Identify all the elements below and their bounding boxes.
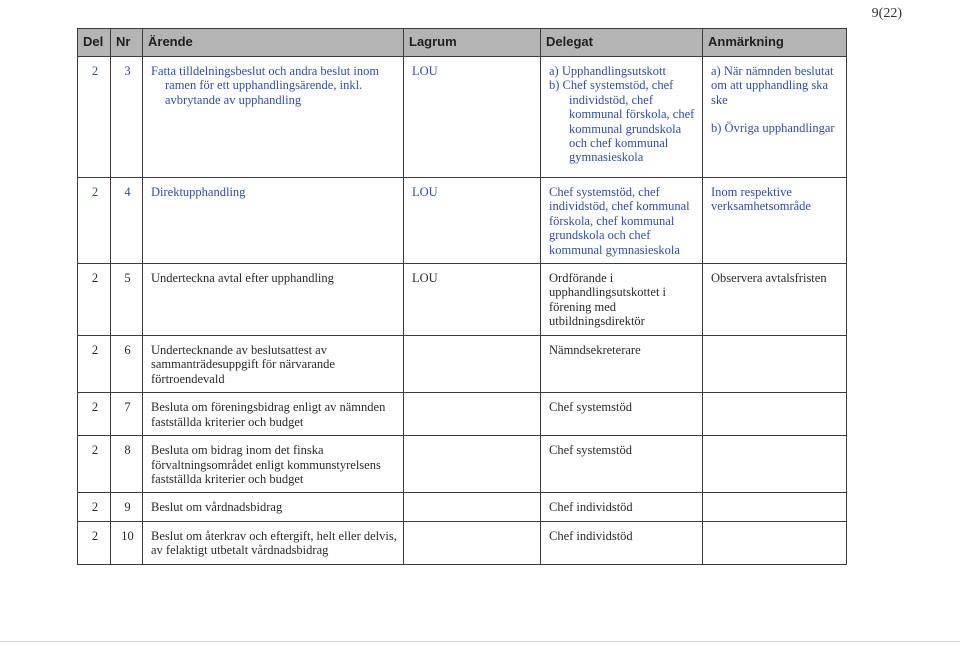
cell-lagrum	[404, 521, 541, 564]
cell-del: 2	[78, 264, 111, 336]
cell-nr: 8	[111, 436, 143, 493]
header-nr: Nr	[111, 29, 143, 57]
cell-del: 2	[78, 336, 111, 393]
cell-del: 2	[78, 178, 111, 264]
cell-delegat: Nämndsekreterare	[541, 336, 703, 393]
cell-delegat: Ordförande i upphandlingsutskottet i förening med utbildningsdirektör	[541, 264, 703, 336]
cell-delegat: Chef systemstöd	[541, 393, 703, 436]
cell-arende	[143, 57, 404, 178]
table-row	[78, 178, 847, 264]
cell-del: 2	[78, 393, 111, 436]
page-number: 9(22)	[871, 6, 902, 21]
cell-del: 2	[78, 493, 111, 521]
cell-del: 2	[78, 57, 111, 178]
cell-lagrum	[404, 493, 541, 521]
header-del: Del	[78, 29, 111, 57]
cell-nr: 6	[111, 336, 143, 393]
anmarkning-a: a) När nämnden beslutat om att upphandling ska ske	[711, 64, 834, 107]
cell-arende: Besluta om föreningsbidrag enligt av nämnden fastställda kriterier och budget	[143, 393, 404, 436]
delegation-table	[77, 28, 847, 565]
cell-nr: 4	[111, 178, 143, 264]
cell-arende: Direktupphandling	[143, 178, 404, 264]
cell-nr: 9	[111, 493, 143, 521]
cell-anmarkning	[703, 521, 847, 564]
cell-anmarkning	[703, 436, 847, 493]
cell-delegat: Chef individstöd	[541, 521, 703, 564]
table-row	[78, 493, 847, 521]
table-row	[78, 521, 847, 564]
cell-del: 2	[78, 436, 111, 493]
header-anmarkning: Anmärkning	[703, 29, 847, 57]
cell-lagrum	[404, 393, 541, 436]
cell-nr: 3	[111, 57, 143, 178]
cell-anmarkning: Inom respektive verksamhetsområde	[703, 178, 847, 264]
cell-anmarkning	[703, 393, 847, 436]
header-lagrum: Lagrum	[404, 29, 541, 57]
cell-arende: Underteckna avtal efter upphandling	[143, 264, 404, 336]
delegat-option-a: a) Upphandlingsutskott	[549, 64, 667, 78]
header-delegat: Delegat	[541, 29, 703, 57]
cell-lagrum: LOU	[404, 57, 541, 178]
cell-lagrum: LOU	[404, 264, 541, 336]
cell-anmarkning	[703, 493, 847, 521]
cell-nr: 10	[111, 521, 143, 564]
arende-text: Fatta tilldelningsbeslut och andra beslut inom ramen för ett upphandlingsärende, inkl. avbrytande av upphandling	[151, 64, 380, 107]
table-row	[78, 436, 847, 493]
cell-lagrum	[404, 436, 541, 493]
cell-lagrum	[404, 336, 541, 393]
table-row	[78, 57, 847, 178]
cell-delegat: Chef systemstöd, chef individstöd, chef kommunal förskola, chef kommunal grundskola och chef kommunal gymnasieskola	[541, 178, 703, 264]
cell-arende: Besluta om bidrag inom det finska förvaltningsområdet enligt kommunstyrelsens fastställda kriterier och budget	[143, 436, 404, 493]
cell-delegat	[541, 57, 703, 178]
cell-del: 2	[78, 521, 111, 564]
table-header-row	[78, 29, 847, 57]
delegat-option-b: b) Chef systemstöd, chef individstöd, chef kommunal förskola, chef kommunal grundskola och chef kommunal gymnasieskola	[549, 78, 695, 165]
page-bottom-edge	[0, 641, 960, 642]
cell-lagrum: LOU	[404, 178, 541, 264]
cell-arende: Undertecknande av beslutsattest av sammanträdesuppgift för närvarande förtroendevald	[143, 336, 404, 393]
cell-anmarkning	[703, 336, 847, 393]
cell-nr: 5	[111, 264, 143, 336]
cell-delegat: Chef systemstöd	[541, 436, 703, 493]
table-row	[78, 393, 847, 436]
header-arende: Ärende	[143, 29, 404, 57]
cell-delegat: Chef individstöd	[541, 493, 703, 521]
cell-anmarkning: Observera avtalsfristen	[703, 264, 847, 336]
table-row	[78, 336, 847, 393]
cell-anmarkning	[703, 57, 847, 178]
cell-arende: Beslut om vårdnadsbidrag	[143, 493, 404, 521]
table-row	[78, 264, 847, 336]
cell-nr: 7	[111, 393, 143, 436]
anmarkning-b: b) Övriga upphandlingar	[711, 121, 835, 136]
cell-arende: Beslut om återkrav och eftergift, helt eller delvis, av felaktigt utbetalt vårdnadsbidrag	[143, 521, 404, 564]
